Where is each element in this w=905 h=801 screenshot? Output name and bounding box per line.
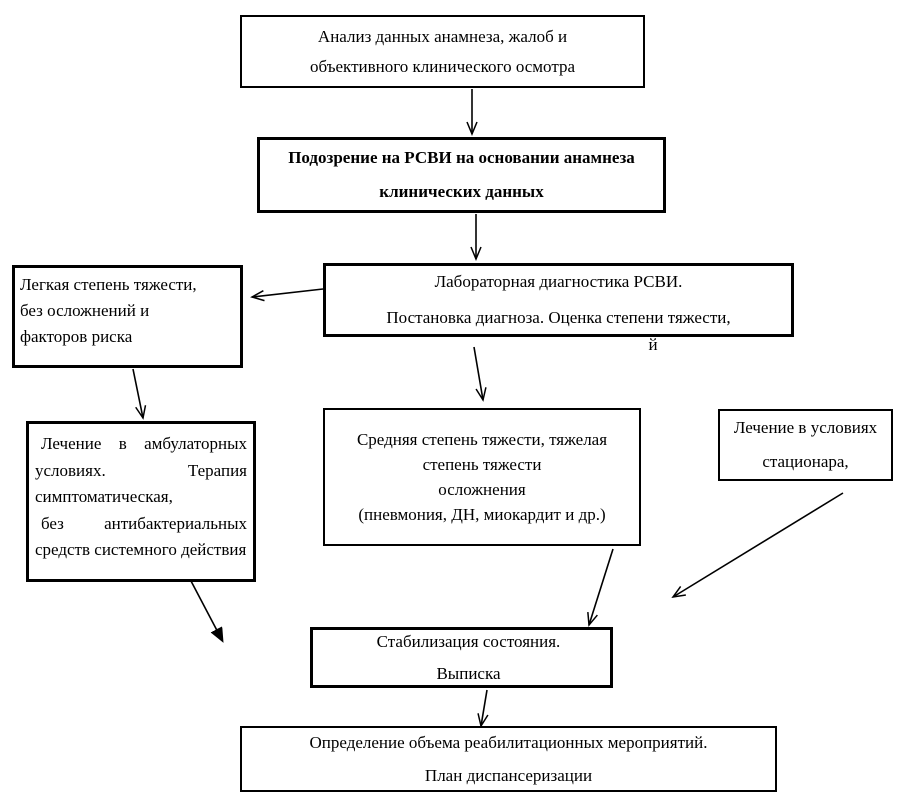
- box-mild-line2: без осложнений и: [20, 301, 150, 320]
- box-inpatient-line1: Лечение в условиях: [733, 418, 878, 437]
- box-mild-severity: [12, 265, 243, 368]
- box-analysis-line1: Анализ данных анамнеза, жалоб и: [317, 26, 568, 46]
- box-moderate-severe-severity: [323, 408, 641, 546]
- arrow-lab-to-moderate: [474, 347, 483, 400]
- box-moderate-line1: Средняя степень тяжести, тяжелая: [356, 430, 608, 449]
- box-analysis-line2: объективного клинического осмотра: [309, 56, 576, 76]
- box-outpatient-para1: Лечение в амбулаторных условиях. Терапия симптоматическая,: [35, 434, 247, 506]
- arrow-lab-to-mild: [252, 289, 323, 297]
- box-moderate-line3: осложнения: [438, 480, 526, 499]
- box-stabilization-line1: Стабилизация состояния.: [376, 631, 561, 651]
- box-inpatient-treatment: [718, 409, 893, 481]
- box-analysis: [240, 15, 645, 88]
- arrow-inpatient-to-stabilization: [673, 493, 843, 597]
- box-rehab-line2: План диспансеризации: [424, 766, 593, 785]
- arrow-outpatient-down: [191, 581, 222, 640]
- box-suspicion-line2: клинических данных: [379, 182, 544, 201]
- box-lab-diagnostics: [323, 263, 794, 337]
- box-outpatient-para2: без антибактериальных средств системного действия: [35, 513, 247, 559]
- box-suspicion: [257, 137, 666, 213]
- box-mild-line1: Легкая степень тяжести,: [20, 275, 197, 294]
- box-rehab-line1: Определение объема реабилитационных мероприятий.: [309, 733, 708, 752]
- box-outpatient-treatment: [26, 421, 256, 582]
- arrow-mild-to-outpatient: [133, 369, 143, 418]
- arrow-moderate-to-stabilization: [589, 549, 613, 625]
- box-moderate-line4: (пневмония, ДН, миокардит и др.): [358, 505, 606, 524]
- box-lab-clipped-text-remnant: й: [648, 335, 658, 354]
- box-mild-line3: факторов риска: [20, 327, 133, 346]
- box-lab-line1: Лабораторная диагностика РСВИ.: [434, 272, 683, 291]
- box-suspicion-line1: Подозрение на РСВИ на основании анамнеза: [288, 148, 635, 167]
- box-lab-line2: Постановка диагноза. Оценка степени тяжести,: [386, 308, 731, 327]
- arrow-stabilization-to-rehab: [481, 690, 487, 726]
- box-stabilization-line2: Выписка: [436, 663, 501, 683]
- box-rehabilitation-plan: [240, 726, 777, 792]
- box-inpatient-line2: стационара,: [762, 452, 849, 471]
- box-moderate-line2: степень тяжести: [422, 455, 542, 474]
- box-stabilization-discharge: [310, 627, 613, 688]
